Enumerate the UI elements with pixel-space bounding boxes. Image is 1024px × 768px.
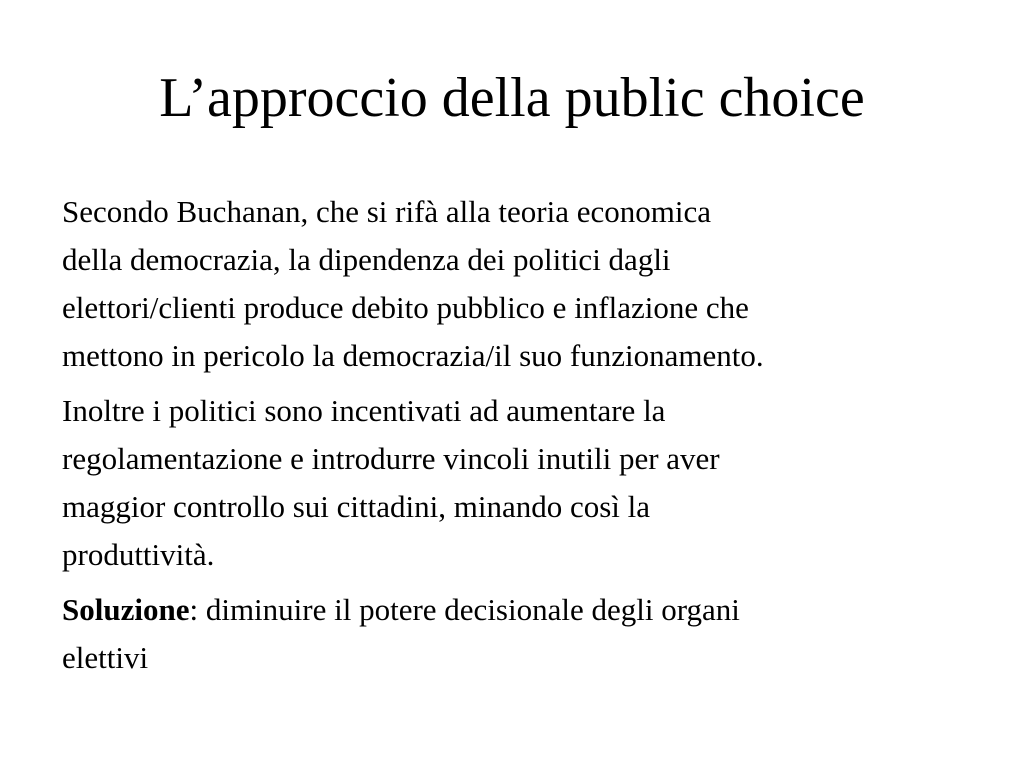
paragraph-regolamentazione — [62, 387, 982, 579]
text-line: maggior controllo sui cittadini, minando così la — [62, 489, 651, 524]
text-line: regolamentazione e introdurre vincoli inutili per aver — [62, 441, 720, 476]
text-line: della democrazia, la dipendenza dei politici dagli — [62, 242, 671, 277]
slide-body — [62, 188, 982, 689]
text-line: elettivi — [62, 640, 149, 675]
paragraph-buchanan — [62, 188, 982, 380]
paragraph-soluzione — [62, 586, 982, 682]
slide-title: L’approccio della public choice — [159, 67, 865, 129]
text-line: Inoltre i politici sono incentivati ad aumentare la — [62, 393, 666, 428]
text-line: elettori/clienti produce debito pubblico e inflazione che — [62, 290, 749, 325]
text-line: mettono in pericolo la democrazia/il suo funzionamento. — [62, 338, 764, 373]
text-line: produttività. — [62, 537, 215, 572]
text-line: : diminuire il potere decisionale degli organi — [189, 592, 740, 627]
text-line: Secondo Buchanan, che si rifà alla teoria economica — [62, 194, 712, 229]
soluzione-label: Soluzione — [62, 592, 190, 627]
